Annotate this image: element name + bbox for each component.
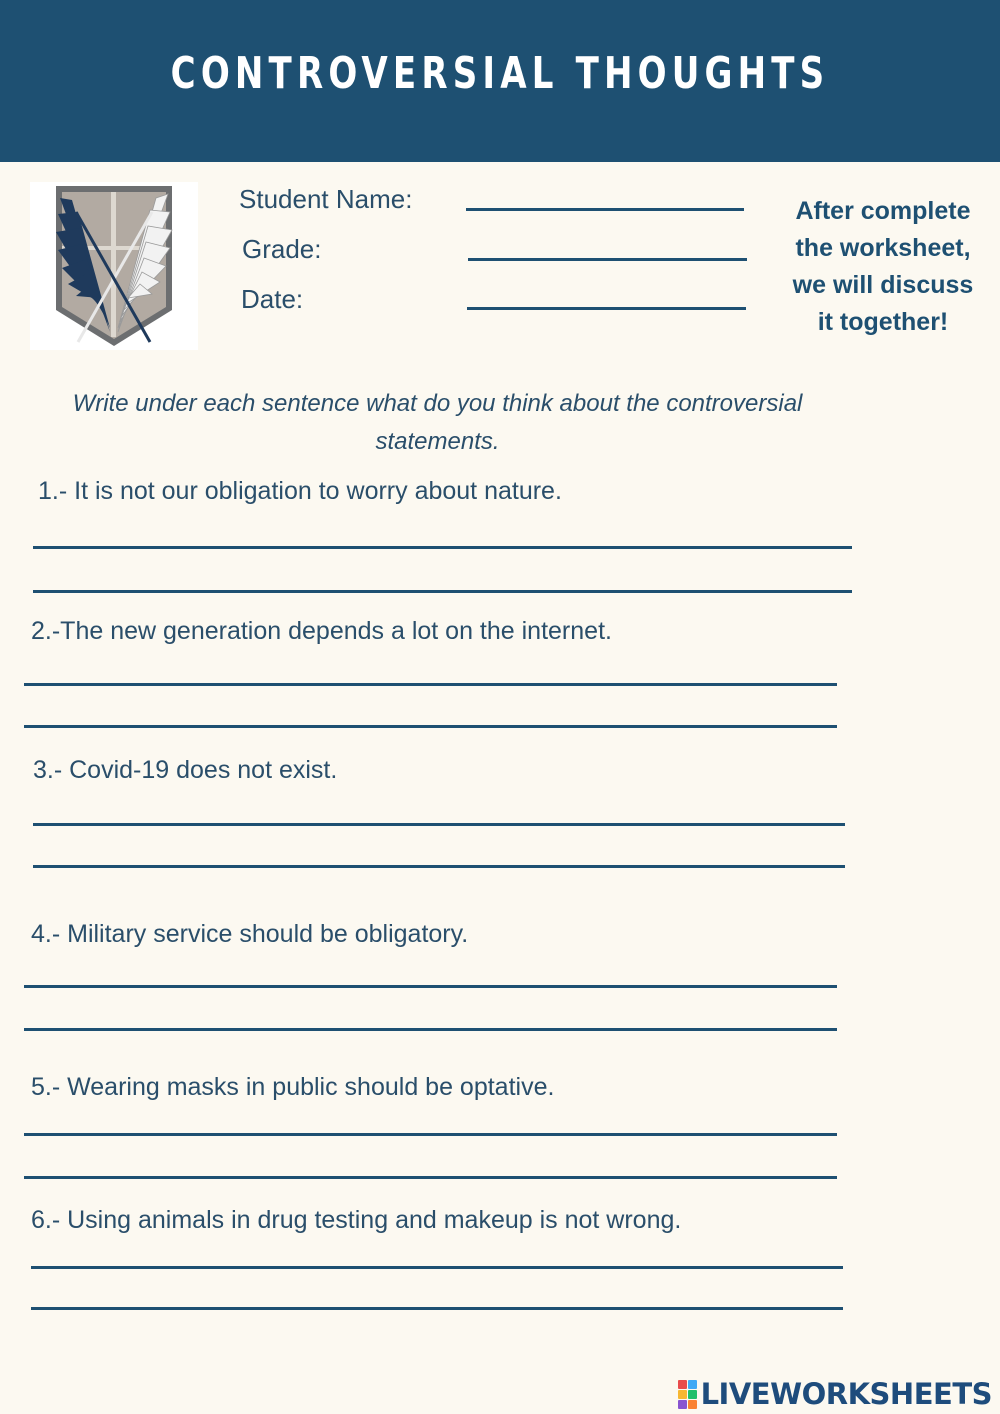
question-2: 2.-The new generation depends a lot on the internet. [31, 617, 612, 645]
liveworksheets-logo-icon [678, 1380, 697, 1409]
question-3: 3.- Covid-19 does not exist. [33, 756, 338, 784]
note-line: the worksheet, [795, 234, 971, 262]
instructions-line: Write under each sentence what do you think about the controversial [72, 390, 803, 417]
answer-line[interactable] [33, 865, 845, 868]
instructions-line: statements. [375, 428, 500, 455]
answer-line[interactable] [33, 823, 845, 826]
note-line: it together! [817, 308, 949, 336]
question-5: 5.- Wearing masks in public should be optative. [31, 1073, 555, 1101]
answer-line[interactable] [24, 985, 837, 988]
answer-line[interactable] [24, 1133, 837, 1136]
answer-line[interactable] [24, 725, 837, 728]
question-1: 1.- It is not our obligation to worry about nature. [38, 477, 562, 505]
date-line[interactable] [467, 307, 746, 310]
note-line: After complete [795, 197, 971, 225]
student-name-line[interactable] [466, 208, 744, 211]
answer-line[interactable] [31, 1266, 843, 1269]
liveworksheets-branding [678, 1377, 992, 1411]
question-6: 6.- Using animals in drug testing and makeup is not wrong. [31, 1206, 682, 1234]
answer-line[interactable] [33, 546, 852, 549]
date-label: Date: [241, 284, 304, 314]
answer-line[interactable] [24, 1176, 837, 1179]
answer-line[interactable] [24, 1028, 837, 1031]
question-4: 4.- Military service should be obligatory. [31, 920, 469, 948]
note-line: we will discuss [792, 271, 974, 299]
answer-line[interactable] [31, 1307, 843, 1310]
brand-name: LIVEWORKSHEETS [700, 1377, 992, 1411]
page-title: CONTROVERSIAL THOUGHTS [170, 48, 830, 99]
instructions [30, 385, 845, 461]
wings-of-freedom-emblem-icon [30, 182, 198, 350]
answer-line[interactable] [24, 683, 837, 686]
student-name-label: Student Name: [239, 184, 413, 214]
header-banner [0, 0, 1000, 162]
grade-line[interactable] [468, 258, 747, 261]
grade-label: Grade: [242, 234, 322, 264]
answer-line[interactable] [33, 590, 852, 593]
discussion-note [772, 193, 994, 341]
